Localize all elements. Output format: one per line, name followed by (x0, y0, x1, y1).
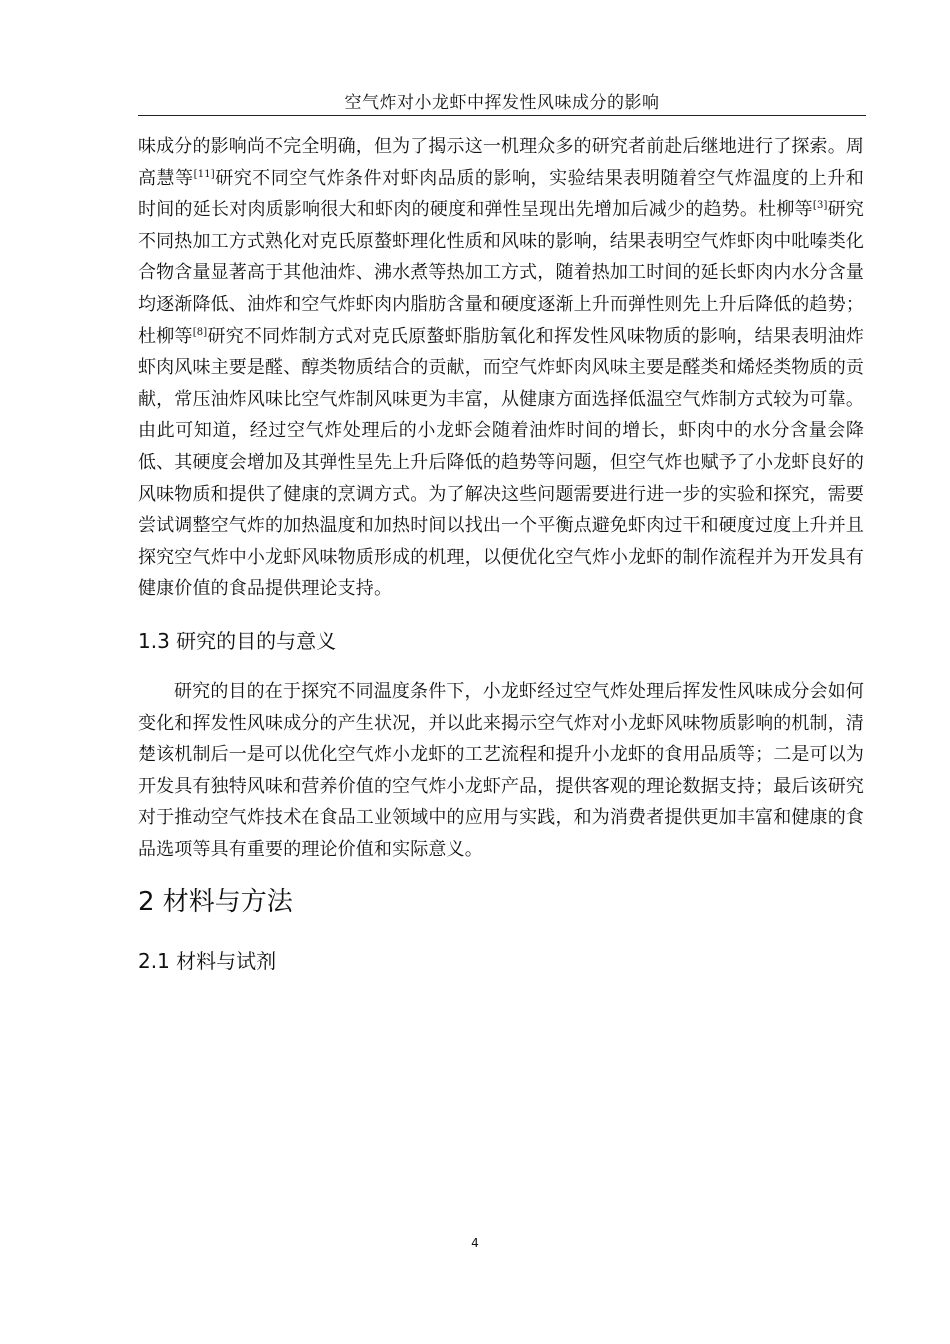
section-heading-2-1: 2.1 材料与试剂 (138, 949, 277, 974)
citation-ref-8: [8] (192, 326, 208, 338)
body-paragraph-1 (138, 131, 864, 605)
citation-ref-3: [3] (812, 200, 828, 212)
page-number: 4 (471, 1236, 479, 1250)
document-body (138, 131, 864, 975)
citation-ref-11: [11] (193, 168, 215, 180)
header-divider (138, 115, 866, 116)
running-header-title: 空气炸对小龙虾中挥发性风味成分的影响 (344, 93, 660, 113)
section-heading-1-3: 1.3 研究的目的与意义 (138, 628, 337, 653)
body-paragraph-purpose: 研究的目的在于探究不同温度条件下，小龙虾经过空气炸处理后挥发性风味成分会如何变化和挥发性风味成分的产生状况，并以此来揭示空气炸对小龙虾风味物质影响的机制，清楚该机制后一是可以优化空气炸小龙虾的工艺流程和提升小龙虾的食用品质等；二是可以为开发具有独特风味和营养价值的空气炸小龙虾产品，提供客观的理论数据支持；最后该研究对于推动空气炸技术在食品工业领域中的应用与实践，和为消费者提供更加丰富和健康的食品选项等具有重要的理论价值和实际意义。 (138, 680, 864, 860)
section-heading-2: 2 材料与方法 (138, 887, 293, 918)
paragraph-text: 研究不同炸制方式对克氏原螯虾脂肪氧化和挥发性风味物质的影响，结果表明油炸虾肉风味主要是醛、醇类物质结合的贡献，而空气炸虾肉风味主要是醛类和烯烃类物质的贡献，常压油炸风味比空气炸制风味更为丰富，从健康方面选择低温空气炸制方式较为可靠。由此可知道，经过空气炸处理后的小龙虾会随着油炸时间的增长，虾肉中的水分含量会降低、其硬度会增加及其弹性呈先上升后降低的趋势等问题，但空气炸也赋予了小龙虾良好的风味物质和提供了健康的烹调方式。为了解决这些问题需要进行进一步的实验和探究，需要尝试调整空气炸的加热温度和加热时间以找出一个平衡点避免虾肉过干和硬度过度上升并且探究空气炸中小龙虾风味物质形成的机理，以便优化空气炸小龙虾的制作流程并为开发具有健康价值的食品提供理论支持。 (138, 325, 865, 600)
paragraph-text: 研究不同空气炸条件对虾肉品质的影响，实验结果表明随着空气炸温度的上升和时间的延长对肉质影响很大和虾肉的硬度和弹性呈现出先增加后减少的趋势。杜柳等 (138, 167, 865, 221)
paragraph-text: 研究不同热加工方式熟化对克氏原螯虾理化性质和风味的影响，结果表明空气炸虾肉中吡嗪类化合物含量显著高于其他油炸、沸水煮等热加工方式，随着热加工时间的延长虾肉内水分含量均逐渐降低、油炸和空气炸虾肉内脂肪含量和硬度逐渐上升而弹性则先上升后降低的趋势；杜柳等 (138, 199, 864, 347)
paragraph-text: 味成分的影响尚不完全明确，但为了揭示这一机理众多的研究者前赴后继地进行了探索。周高慧等 (138, 136, 864, 189)
